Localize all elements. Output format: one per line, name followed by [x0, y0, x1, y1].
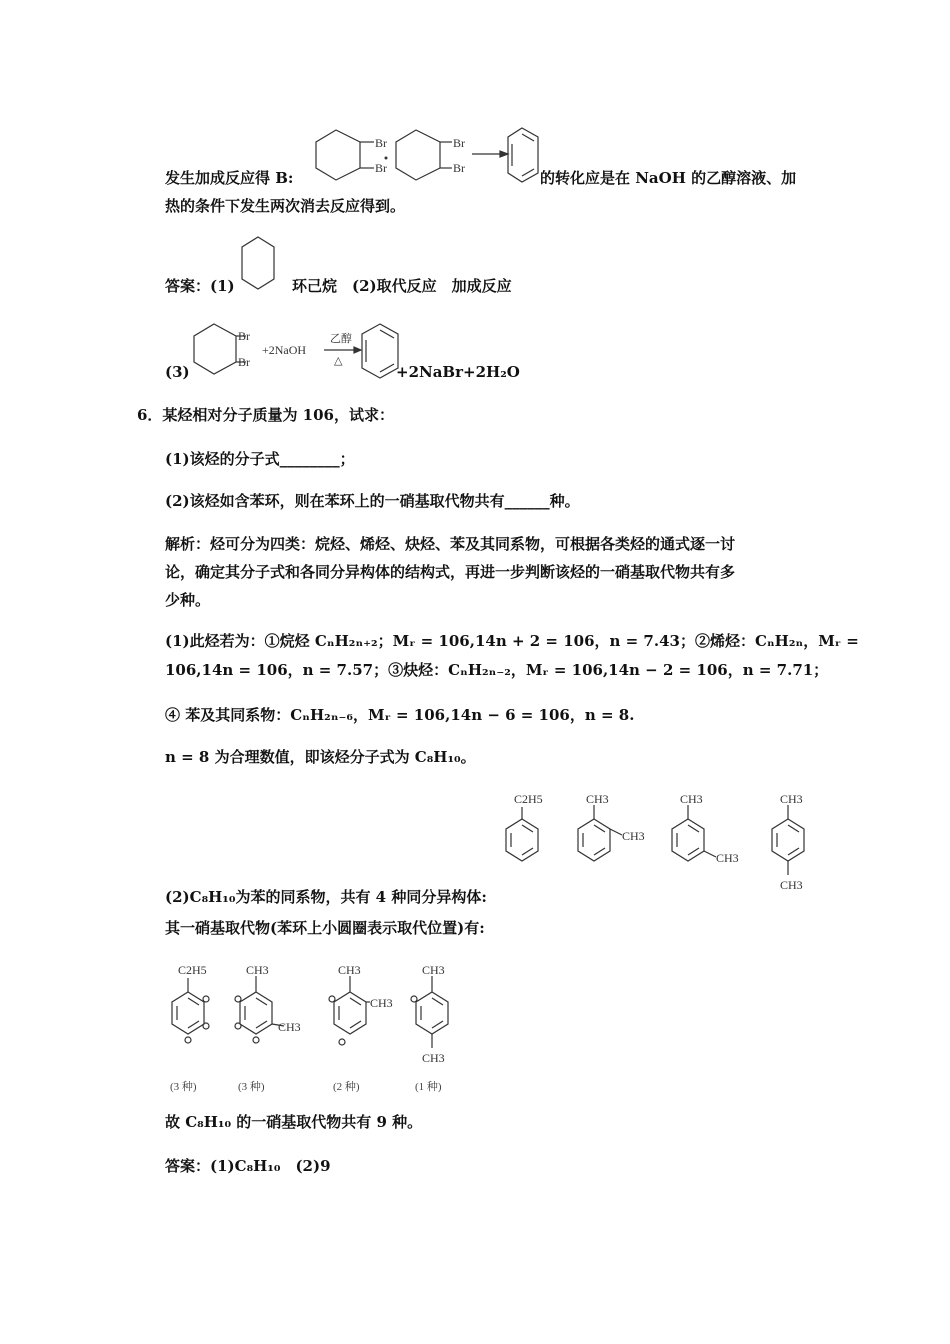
methyl-label: CH3 [586, 792, 609, 806]
reagent-naoh: +2NaOH [262, 343, 307, 357]
methyl-label: CH3 [680, 792, 703, 806]
methyl-label: CH3 [338, 963, 361, 977]
methyl-label: CH3 [278, 1020, 301, 1034]
methyl-label: CH3 [370, 996, 393, 1010]
caption-ethylbenzene: (3 种) [170, 1081, 197, 1093]
c8h10-isomers-figure [498, 785, 818, 905]
br-label: Br [375, 161, 387, 175]
condition-ethanol: 乙醇 [330, 333, 352, 345]
calc-line-3: ④ 苯及其同系物：CₙH₂ₙ₋₆，Mᵣ = 106,14n − 6 = 106，n = 8. [165, 706, 635, 724]
question-6-part-2: (2)该烃如含苯环，则在苯环上的一硝基取代物共有______种。 [165, 492, 580, 510]
question-6-part-1: (1)该烃的分子式________； [165, 450, 355, 468]
caption-m-xylene: (2 种) [333, 1081, 360, 1093]
answer-1-rest: 环己烷 (2)取代反应 加成反应 [292, 277, 512, 295]
conclusion-line: 故 C₈H₁₀ 的一硝基取代物共有 9 种。 [165, 1113, 423, 1131]
question-6: 6．某烃相对分子质量为 106，试求： [137, 406, 394, 424]
br-label: Br [453, 161, 465, 175]
br-label: Br [238, 329, 250, 343]
answer-3-prefix: (3) [165, 363, 190, 381]
methyl-label: CH3 [422, 963, 445, 977]
final-answer: 答案：(1)C₈H₁₀ (2)9 [165, 1157, 331, 1175]
br-label: Br [453, 136, 465, 150]
calc-line-6: 其一硝基取代物(苯环上小圆圈表示取代位置)有: [165, 919, 485, 937]
answer-1-prefix: 答案：(1) [165, 277, 235, 295]
br-label: Br [238, 355, 250, 369]
methyl-label: CH3 [622, 829, 645, 843]
answer-3-products: +2NaBr+2H₂O [396, 363, 520, 381]
analysis-line-3: 少种。 [165, 591, 211, 609]
text-line-1a: 发生加成反应得 B: [165, 169, 294, 187]
methyl-label: CH3 [780, 878, 803, 892]
methyl-label: CH3 [246, 963, 269, 977]
text-line-2: 热的条件下发生两次消去反应得到。 [165, 197, 406, 215]
calc-line-4: n = 8 为合理数值，即该烃分子式为 C₈H₁₀。 [165, 748, 476, 766]
elimination-equation-scheme [190, 320, 400, 382]
methyl-label: CH3 [716, 851, 739, 865]
condition-heat: △ [334, 355, 343, 367]
analysis-line-1: 解析：烃可分为四类：烷烃、烯烃、炔烃、苯及其同系物，可根据各类烃的通式逐一讨 [165, 535, 736, 553]
calc-line-2: 106,14n = 106，n = 7.57；③炔烃：CₙH₂ₙ₋₂，Mᵣ = 106,14n − 2 = 106，n = 7.71； [165, 661, 829, 679]
calc-line-1: (1)此烃若为：①烷烃 CₙH₂ₙ₊₂；Mᵣ = 106,14n + 2 = 106，n = 7.43；②烯烃：CₙH₂ₙ，Mᵣ = [165, 632, 859, 650]
caption-p-xylene: (1 种) [415, 1081, 442, 1093]
ethyl-label: C2H5 [178, 963, 207, 977]
calc-line-5: (2)C₈H₁₀为苯的同系物，共有 4 种同分异构体: [165, 888, 487, 906]
caption-o-xylene: (3 种) [238, 1081, 265, 1093]
text-line-1b: 的转化应是在 NaOH 的乙醇溶液、加 [540, 169, 797, 187]
dibromide-to-benzene-scheme [312, 122, 542, 190]
ethyl-label: C2H5 [514, 792, 543, 806]
methyl-label: CH3 [780, 792, 803, 806]
nitro-substitution-figure [160, 956, 470, 1076]
methyl-label: CH3 [422, 1051, 445, 1065]
analysis-line-2: 论，确定其分子式和各同分异构体的结构式，再进一步判断该烃的一硝基取代物共有多 [165, 563, 736, 581]
br-label: Br [375, 136, 387, 150]
cyclohexane-structure [240, 235, 276, 297]
